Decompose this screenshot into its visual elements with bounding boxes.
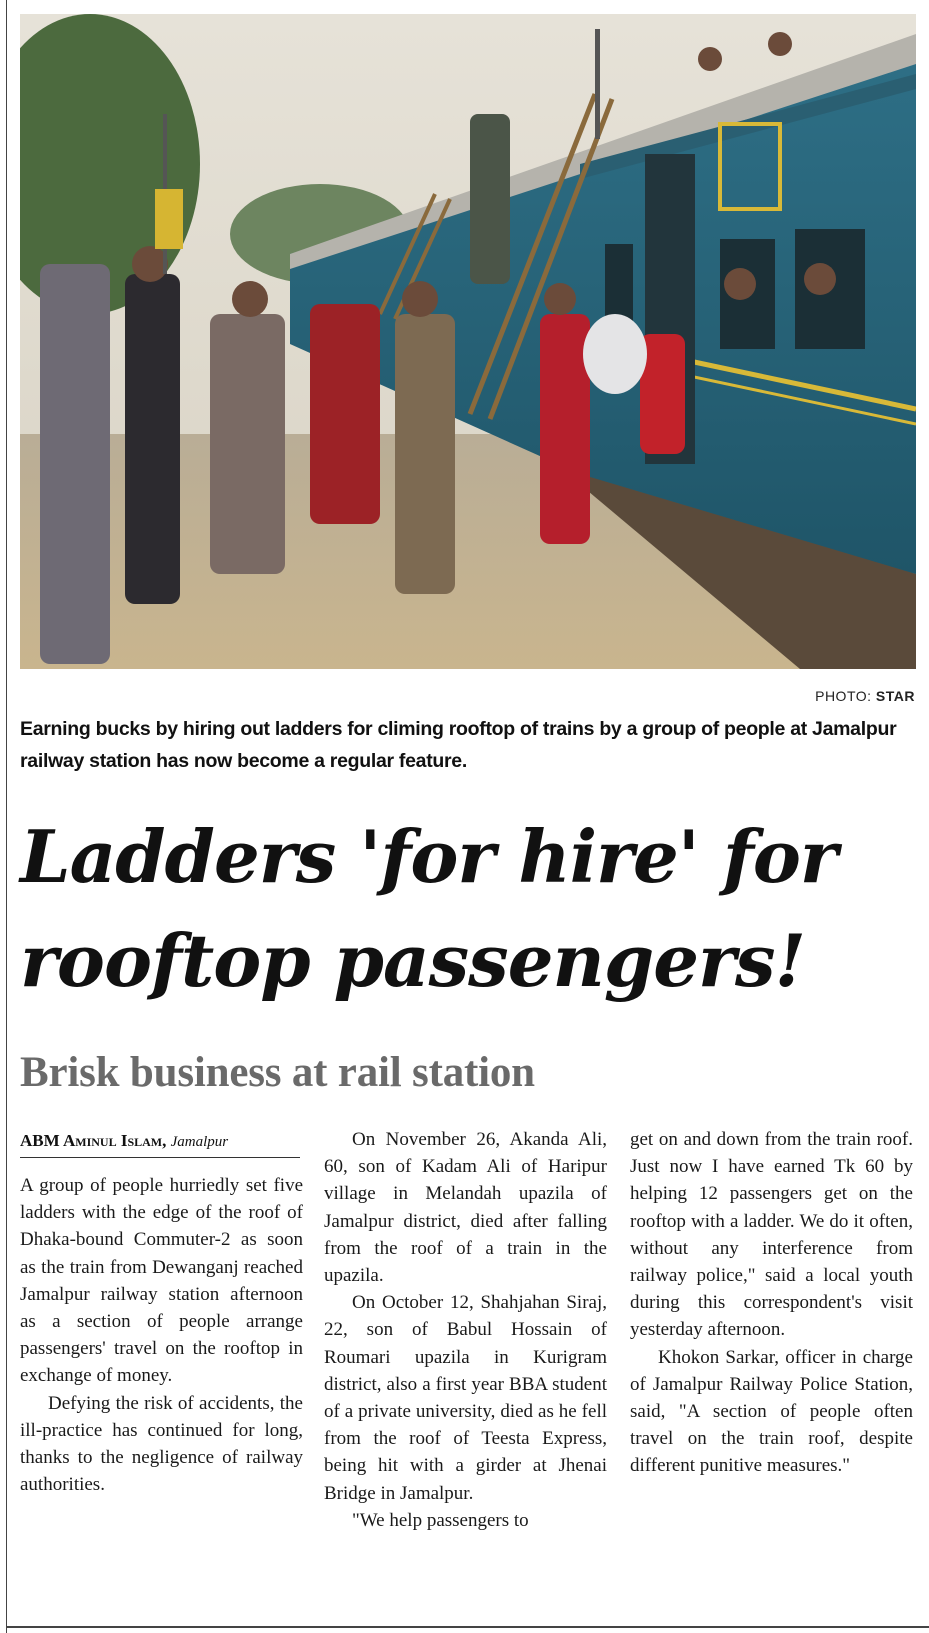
paragraph: On October 12, Shahjahan Siraj, 22, son of Babul Hossain of Roumari upazila in Kurigram district, also a first year BBA student of a private university, died as he fell from the roof of Teesta Express, being hit with a girder at Jhenai Bridge in Jamalpur. [324,1292,607,1504]
train-rooftop-photo-icon [20,14,916,669]
article-column-3 [630,1126,913,1480]
paragraph: On November 26, Akanda Ali, 60, son of Kadam Ali of Haripur village in Melandah upazila of Jamalpur district, died after falling from the roof of a train in the upazila. [324,1129,607,1287]
left-column-rule [6,0,7,1633]
byline-rule [20,1157,300,1158]
article-column-1 [20,1172,303,1498]
news-photo [20,14,916,669]
paragraph: Khokon Sarkar, officer in charge of Jamalpur Railway Police Station, said, "A section of people often travel on the train roof, despite different punitive measures." [630,1346,913,1477]
paragraph: Defying the risk of accidents, the ill-practice has continued for long, thanks to the negligence of railway authorities. [20,1392,303,1496]
paragraph: get on and down from the train roof. Just now I have earned Tk 60 by helping 12 passengers get on the rooftop with a ladder. We do it often, without any interference from railway police," said a local youth during this correspondent's visit yesterday afternoon. [630,1129,913,1341]
subheadline: Brisk business at rail station [20,1049,535,1096]
article-column-2 [324,1126,607,1534]
photo-credit: PHOTO: STAR [815,688,915,704]
headline [20,805,920,1013]
photo-caption: Earning bucks by hiring out ladders for climing rooftop of trains by a group of people at Jamalpur railway station has now become a regular feature. [20,718,897,772]
headline-line-1: Ladders 'for hire' for [20,814,837,899]
byline [20,1131,228,1151]
paragraph: "We help passengers to [352,1509,529,1531]
headline-line-2: rooftop passengers! [20,918,806,1003]
byline-location: Jamalpur [170,1134,229,1150]
byline-name: ABM Aminul Islam, [20,1131,167,1150]
paragraph: A group of people hurriedly set five ladders with the edge of the roof of Dhaka-bound Commuter-2 as soon as the train from Dewanganj reached Jamalpur railway station afternoon as a section of people arrange passengers' travel on the rooftop in exchange of money. [20,1175,303,1387]
bottom-rule [6,1626,929,1628]
